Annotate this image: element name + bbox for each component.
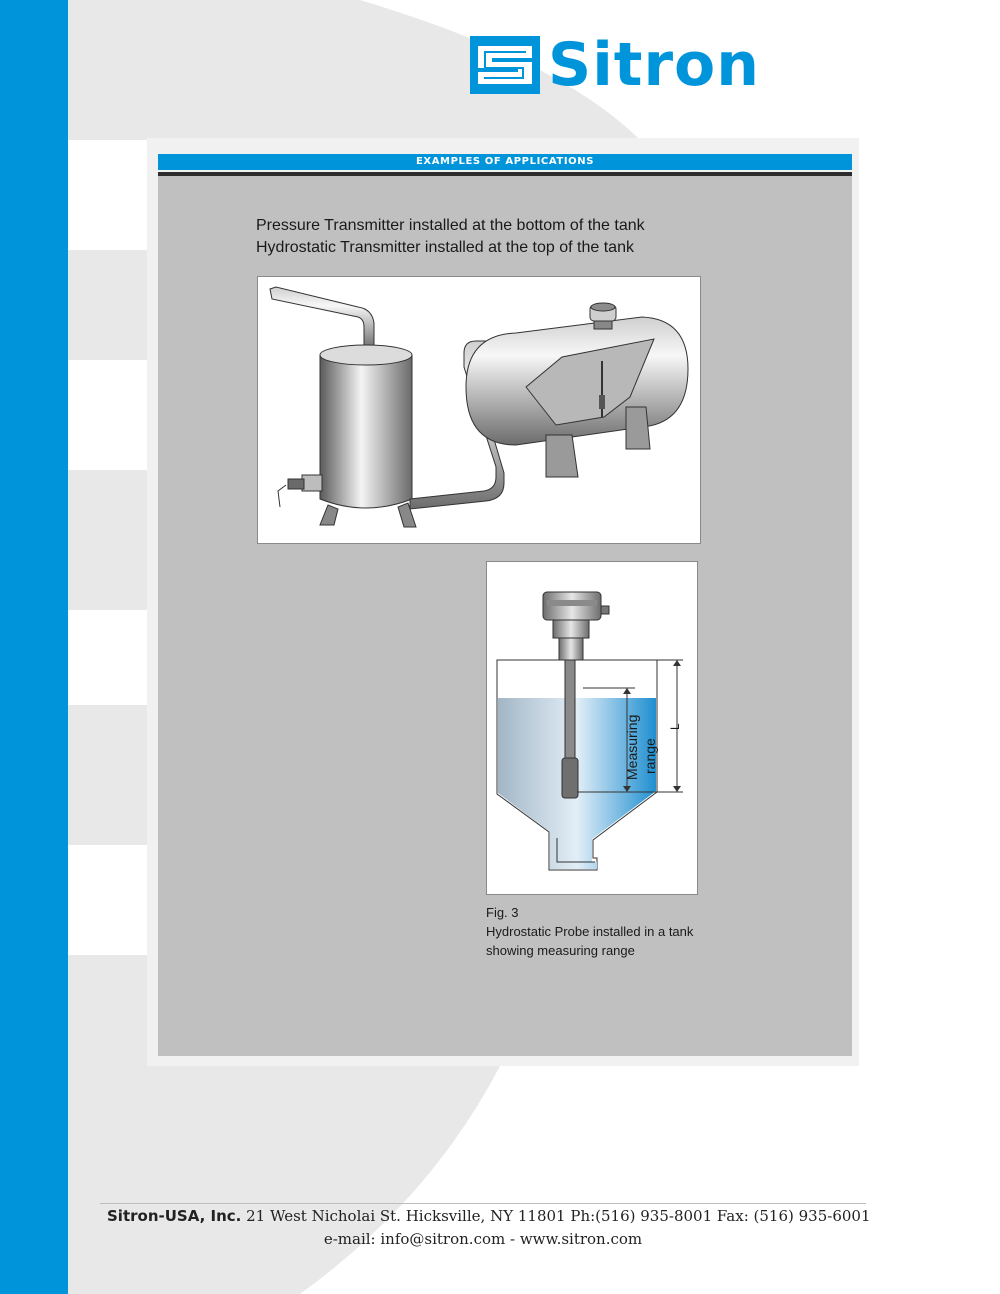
heading-line-1: Pressure Transmitter installed at the bottom of the tank <box>256 217 645 234</box>
brand-name: Sitron <box>548 30 760 100</box>
caption-line-2: showing measuring range <box>486 943 635 958</box>
footer-address: 21 West Nicholai St. Hicksville, NY 11801 Ph:(516) 935-8001 Fax: (516) 935-6001 <box>241 1207 871 1225</box>
heading-line-2: Hydrostatic Transmitter installed at the top of the tank <box>256 239 634 256</box>
hydrostatic-transmitter-icon <box>590 303 616 329</box>
footer-address-line <box>107 1207 871 1225</box>
sitron-logo-icon <box>470 36 540 94</box>
probe-illustration <box>486 561 698 895</box>
range-label: range <box>642 738 658 774</box>
tank-illustration <box>257 276 701 544</box>
footer-divider <box>100 1203 866 1204</box>
footer-contact[interactable]: e-mail: info@sitron.com - www.sitron.com <box>323 1230 643 1248</box>
caption-fig: Fig. 3 <box>486 905 519 920</box>
caption-line-1: Hydrostatic Probe installed in a tank <box>486 924 694 939</box>
pressure-transmitter-icon <box>278 475 322 507</box>
section-header: EXAMPLES OF APPLICATIONS <box>158 154 852 170</box>
sitron-logo <box>470 30 830 100</box>
footer-company: Sitron-USA, Inc. <box>107 1207 242 1225</box>
measuring-label: Measuring <box>624 714 640 780</box>
length-label: L <box>668 723 682 730</box>
left-accent-bar <box>0 0 68 1294</box>
